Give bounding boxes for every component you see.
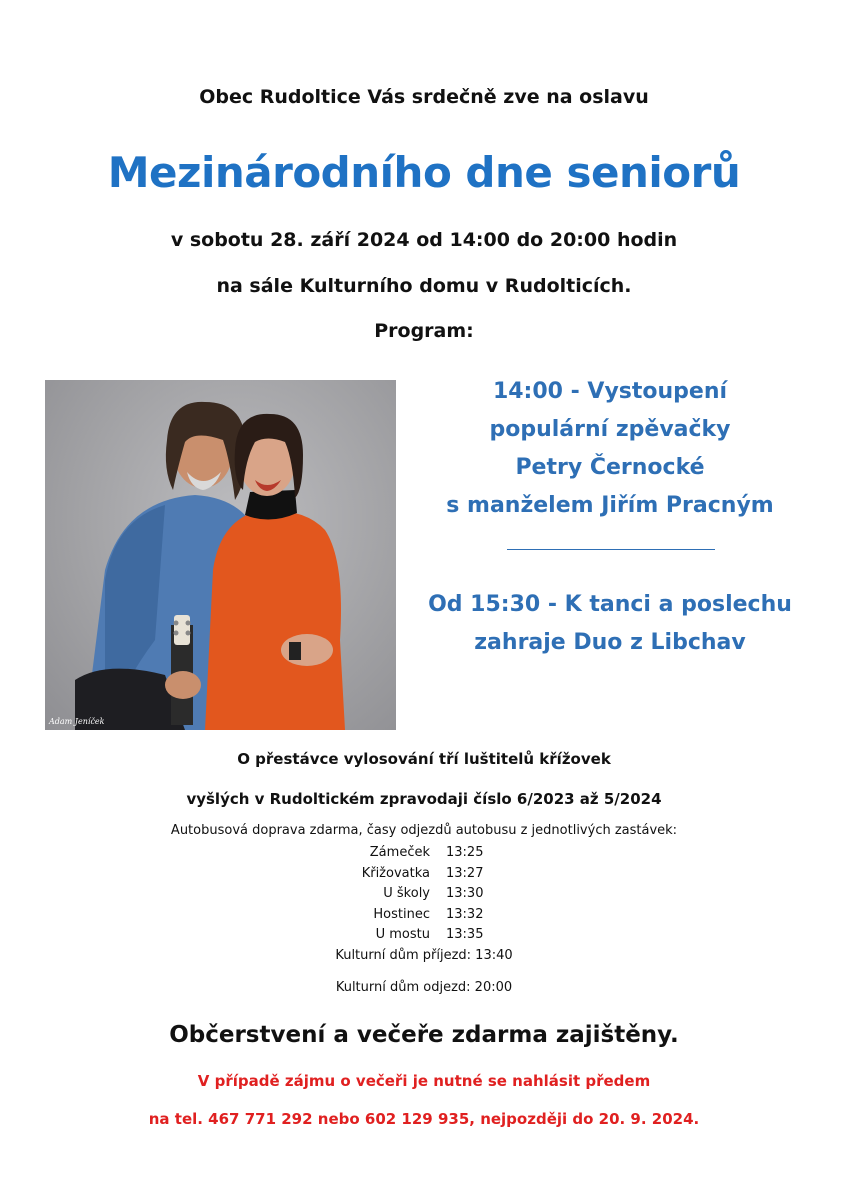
program-item-performance <box>410 373 810 525</box>
bus-stop-name: Křižovatka <box>361 865 430 881</box>
bus-stop-name: Hostinec <box>373 906 430 922</box>
program-item-dance <box>410 586 810 662</box>
bus-stop-name: U školy <box>383 886 430 901</box>
bus-stops-list <box>0 845 848 948</box>
bus-stop-time: 13:27 <box>446 865 484 881</box>
event-venue: na sále Kulturního domu v Rudolticích. <box>216 275 632 297</box>
program-item-line: zahraje Duo z Libchav <box>474 630 746 655</box>
refreshments-note: Občerstvení a večeře zdarma zajištěny. <box>169 1022 679 1048</box>
program-divider <box>507 549 715 550</box>
bus-arrival: Kulturní dům příjezd: 13:40 <box>335 948 513 963</box>
photo-signature: Adam Jeníček <box>49 717 105 726</box>
program-item-line: populární zpěvačky <box>489 417 731 442</box>
performers-photo <box>45 380 396 730</box>
bus-stop-row <box>0 866 848 887</box>
crossword-draw-line2: vyšlých v Rudoltickém zpravodaji číslo 6/2023 až 5/2024 <box>186 790 662 808</box>
program-item-line: Od 15:30 - K tanci a poslechu <box>428 592 792 617</box>
bus-stop-time: 13:25 <box>446 845 484 860</box>
bus-stop-time: 13:32 <box>446 906 484 922</box>
invitation-intro: Obec Rudoltice Vás srdečně zve na oslavu <box>199 86 649 108</box>
bus-stop-time: 13:35 <box>446 927 484 942</box>
bus-stop-row <box>0 845 848 866</box>
program-item-line: Petry Černocké <box>515 455 705 480</box>
bus-stop-name: Zámeček <box>369 845 430 860</box>
program-label: Program: <box>374 320 474 342</box>
bus-stop-name: U mostu <box>375 927 430 942</box>
program-item-line: 14:00 - Vystoupení <box>492 379 728 404</box>
bus-intro: Autobusová doprava zdarma, časy odjezdů autobusu z jednotlivých zastávek: <box>170 823 678 838</box>
bus-stop-row <box>0 907 848 928</box>
event-title: Mezinárodního dne seniorů <box>107 148 741 197</box>
bus-stop-row <box>0 927 848 948</box>
event-date-time: v sobotu 28. září 2024 od 14:00 do 20:00 hodin <box>170 229 678 251</box>
program-item-line: s manželem Jiřím Pracným <box>446 493 774 518</box>
dinner-notice-line1: V případě zájmu o večeři je nutné se nahlásit předem <box>197 1072 651 1090</box>
crossword-draw-line1: O přestávce vylosování tří luštitelů křížovek <box>237 750 611 768</box>
dinner-notice-line2: na tel. 467 771 292 nebo 602 129 935, nejpozději do 20. 9. 2024. <box>148 1110 700 1128</box>
bus-stop-row <box>0 886 848 907</box>
bus-departure: Kulturní dům odjezd: 20:00 <box>335 980 513 995</box>
bus-stop-time: 13:30 <box>446 886 484 901</box>
